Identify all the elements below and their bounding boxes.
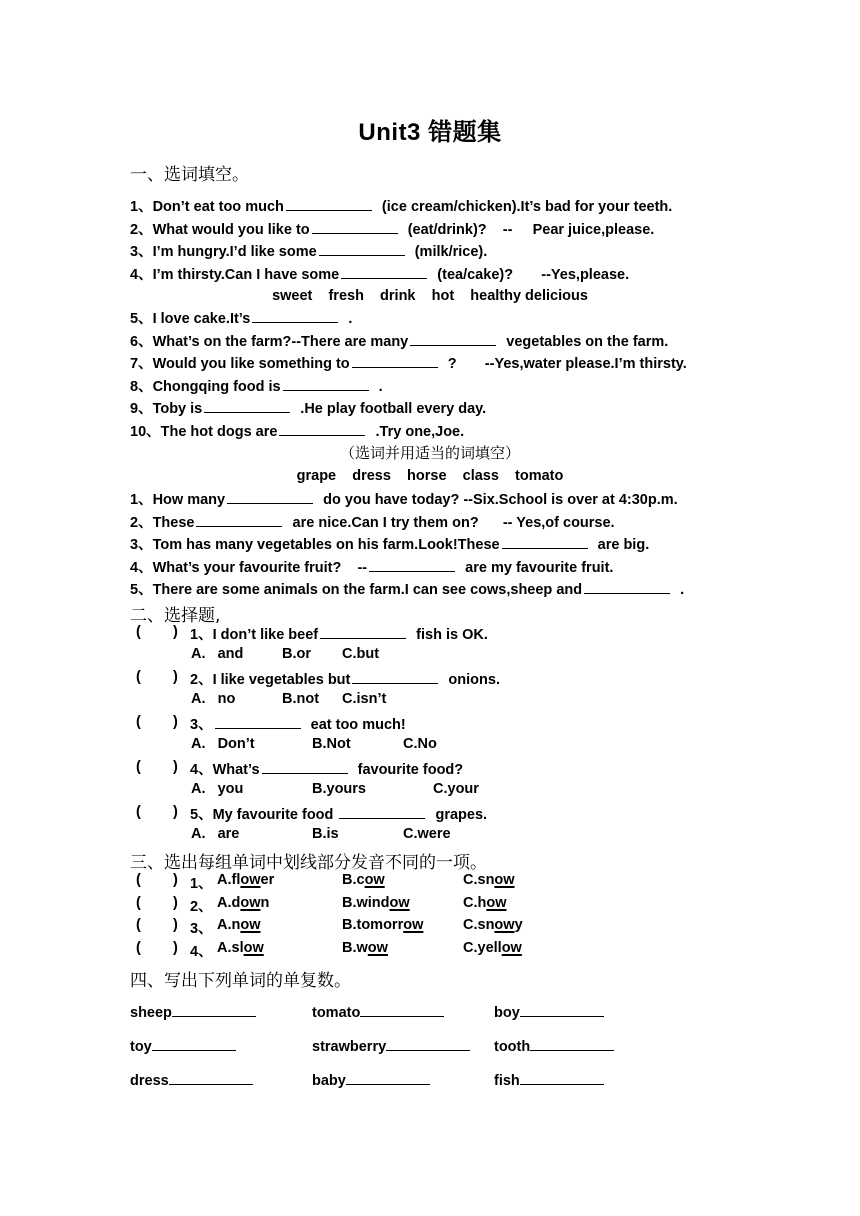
choice-option: C.No: [403, 736, 437, 752]
choice-question: [190, 669, 500, 690]
question-text-tail: (eat/drink)? -- Pear juice,please.: [399, 221, 655, 238]
underlined-letters: ow: [494, 917, 515, 933]
word-item: [494, 1070, 604, 1089]
word-part: A.sl: [217, 939, 244, 956]
pronunciation-option: [217, 872, 274, 888]
pronunciation-option: [463, 895, 507, 911]
word-text: fish: [494, 1073, 520, 1089]
word-item: [312, 1036, 470, 1055]
word-part: y: [514, 917, 523, 933]
answer-blank[interactable]: [283, 376, 369, 391]
choice-question: [190, 759, 463, 780]
wordbank-1: sweet fresh drink hot healthy delicious: [272, 288, 588, 304]
word-text: tomato: [312, 1005, 361, 1021]
word-text: strawberry: [312, 1039, 387, 1055]
answer-blank[interactable]: [520, 1070, 604, 1085]
question-text: 7、Would you like something to: [130, 356, 350, 372]
word-text: dress: [130, 1073, 169, 1089]
answer-blank[interactable]: [169, 1070, 253, 1085]
word-text: baby: [312, 1073, 346, 1089]
underlined-letters: ow: [501, 939, 522, 956]
question-text: 2、I like vegetables but: [190, 672, 351, 688]
choice-option: A. you: [191, 781, 244, 797]
answer-blank[interactable]: [215, 714, 301, 729]
pronunciation-option: [463, 872, 515, 888]
answer-paren[interactable]: ( ): [136, 894, 178, 911]
fill-question: [130, 241, 487, 262]
section2-heading: 二、选择题,: [130, 606, 221, 626]
answer-blank[interactable]: [584, 579, 670, 594]
page-title: Unit3 错题集: [358, 119, 502, 146]
underlined-letters: ow: [367, 939, 388, 956]
word-text: toy: [130, 1039, 152, 1055]
answer-paren[interactable]: ( ): [136, 917, 178, 933]
question-text: 3、I’m hungry.I’d like some: [130, 244, 317, 260]
fill-question: [130, 398, 486, 419]
question-text-tail: .He play football every day.: [292, 401, 487, 417]
answer-blank[interactable]: [172, 1002, 256, 1017]
underlined-letters: ow: [243, 939, 264, 956]
word-part: B.wind: [342, 894, 390, 911]
answer-blank[interactable]: [410, 331, 496, 346]
underlined-letters: ow: [240, 872, 261, 888]
answer-blank[interactable]: [360, 1002, 444, 1017]
question-number: 1、: [190, 876, 213, 892]
choice-option: C.but: [342, 646, 380, 662]
pronunciation-option: [217, 917, 261, 933]
word-part: C.yell: [463, 939, 502, 956]
answer-paren[interactable]: ( ): [136, 759, 178, 775]
question-text: 3、Tom has many vegetables on his farm.Look!These: [130, 537, 500, 553]
word-item: [312, 1070, 430, 1089]
pronunciation-option: [342, 895, 410, 911]
answer-blank[interactable]: [502, 534, 588, 549]
question-text: 5、I love cake.It’s: [130, 311, 251, 327]
question-number: 4、: [190, 943, 213, 960]
answer-blank[interactable]: [320, 624, 406, 639]
answer-blank[interactable]: [369, 557, 455, 572]
question-text-tail: vegetables on the farm.: [498, 333, 669, 350]
question-text: 1、Don’t eat too much: [130, 199, 284, 215]
question-text-tail: onions.: [440, 672, 500, 688]
answer-blank[interactable]: [279, 421, 365, 436]
underlined-letters: ow: [389, 894, 410, 911]
choice-option: C.were: [403, 826, 451, 842]
answer-blank[interactable]: [352, 353, 438, 368]
choice-option: B.is: [312, 826, 339, 842]
answer-blank[interactable]: [319, 241, 405, 256]
fill-question: [130, 534, 649, 555]
underlined-letters: ow: [494, 872, 515, 888]
word-part: B.c: [342, 872, 365, 888]
word-item: [130, 1002, 256, 1021]
question-text-tail: .Try one,Joe.: [367, 423, 465, 440]
question-text-tail: favourite food?: [349, 762, 464, 778]
fill-question: [130, 579, 684, 600]
question-text-tail: are big.: [589, 537, 650, 553]
fill-question: [130, 376, 383, 397]
question-text-tail: eat too much!: [302, 717, 406, 733]
pronunciation-option: [217, 895, 269, 911]
answer-paren[interactable]: ( ): [136, 714, 178, 730]
question-text-tail: (ice cream/chicken).It’s bad for your teeth.: [373, 199, 673, 215]
question-text-tail: fish is OK.: [408, 627, 488, 643]
word-part: A.n: [217, 917, 241, 933]
fill-question: [130, 308, 352, 329]
question-text-tail: are my favourite fruit.: [457, 559, 614, 576]
wordbank-2: grape dress horse class tomato: [296, 468, 564, 484]
pronunciation-option: [463, 917, 523, 933]
question-text: 1、How many: [130, 492, 226, 508]
word-item: [130, 1036, 236, 1055]
underlined-letters: ow: [403, 917, 424, 933]
question-text-tail: .: [340, 311, 353, 327]
underlined-letters: ow: [486, 894, 507, 911]
section4-heading: 四、写出下列单词的单复数。: [130, 971, 351, 991]
word-item: [130, 1070, 253, 1089]
question-text-tail: .: [672, 582, 685, 598]
word-part: C.sn: [463, 872, 495, 888]
question-text-tail: (tea/cake)? --Yes,please.: [429, 266, 630, 283]
answer-blank[interactable]: [530, 1036, 614, 1051]
answer-blank[interactable]: [252, 308, 338, 323]
word-text: tooth: [494, 1039, 531, 1055]
answer-blank[interactable]: [262, 759, 348, 774]
question-text-tail: are nice.Can I try them on? -- Yes,of course.: [284, 514, 615, 531]
underlined-letters: ow: [364, 872, 385, 888]
question-text: 9、Toby is: [130, 401, 203, 417]
word-item: [494, 1002, 604, 1021]
word-text: sheep: [130, 1005, 172, 1021]
answer-paren[interactable]: ( ): [136, 624, 178, 640]
pronunciation-option: [342, 917, 423, 933]
pronunciation-option: [217, 940, 264, 956]
word-part: A.fl: [217, 872, 241, 888]
pronunciation-option: [463, 940, 522, 956]
question-text: 2、What would you like to: [130, 221, 310, 238]
answer-blank[interactable]: [204, 398, 290, 413]
question-text: 8、Chongqing food is: [130, 378, 281, 395]
answer-blank[interactable]: [386, 1036, 470, 1051]
choice-option: B.yours: [312, 781, 366, 797]
fill-question: [130, 196, 672, 217]
question-number: 2、: [190, 898, 213, 915]
choice-option: A. are: [191, 826, 240, 842]
word-part: B.w: [342, 939, 368, 956]
fill-question: [130, 512, 615, 533]
answer-paren[interactable]: ( ): [136, 804, 178, 820]
fill-question: [130, 489, 678, 510]
fill-question: [130, 557, 613, 578]
section3-heading: 三、选出每组单词中划线部分发音不同的一项。: [130, 853, 487, 873]
question-text-tail: do you have today? --Six.School is over at 4:30p.m.: [315, 492, 678, 508]
answer-blank[interactable]: [312, 219, 398, 234]
question-text: 4、I’m thirsty.Can I have some: [130, 266, 340, 283]
question-text-tail: (milk/rice).: [406, 244, 488, 260]
choice-option: A. no: [191, 691, 236, 707]
question-text: 6、What’s on the farm?--There are many: [130, 333, 409, 350]
fill-question: [130, 331, 668, 352]
choice-question: [190, 714, 406, 735]
question-number: 3、: [190, 921, 213, 937]
fill-question: [130, 219, 654, 240]
choice-option: B.or: [282, 646, 311, 662]
underlined-letters: ow: [240, 917, 261, 933]
word-part: C.h: [463, 894, 487, 911]
word-item: [494, 1036, 614, 1055]
word-part: C.sn: [463, 917, 495, 933]
choice-question: [190, 804, 487, 825]
answer-paren[interactable]: ( ): [136, 872, 178, 888]
fill-question: [130, 353, 687, 374]
answer-blank[interactable]: [152, 1036, 236, 1051]
word-part: B.tomorr: [342, 917, 404, 933]
question-text: 10、The hot dogs are: [130, 423, 278, 440]
question-text: 1、I don’t like beef: [190, 627, 319, 643]
pronunciation-option: [342, 872, 385, 888]
word-part: A.d: [217, 894, 241, 911]
choice-option: B.not: [282, 691, 320, 707]
choice-option: A. and: [191, 646, 244, 662]
question-text-tail: ? --Yes,water please.I’m thirsty.: [439, 356, 687, 372]
word-part: n: [260, 894, 270, 911]
word-text: boy: [494, 1005, 520, 1021]
underlined-letters: ow: [240, 894, 261, 911]
word-item: [312, 1002, 444, 1021]
section1-heading: 一、选词填空。: [130, 165, 249, 185]
choice-question: [190, 624, 488, 645]
answer-blank[interactable]: [286, 196, 372, 211]
choice-option: B.Not: [312, 736, 351, 752]
answer-blank[interactable]: [339, 804, 425, 819]
question-text-tail: grapes.: [427, 807, 488, 823]
question-text: 2、These: [130, 514, 195, 531]
answer-blank[interactable]: [520, 1002, 604, 1017]
question-text: 5、My favourite food: [190, 807, 338, 823]
fill-question: [130, 421, 464, 442]
word-part: er: [260, 872, 275, 888]
fill-question: [130, 264, 629, 285]
answer-paren[interactable]: ( ): [136, 669, 178, 685]
question-text: 4、What’s your favourite fruit? --: [130, 559, 368, 576]
question-text: 5、There are some animals on the farm.I can see cows,sheep and: [130, 582, 583, 598]
choice-option: C.isn’t: [342, 691, 387, 707]
answer-blank[interactable]: [227, 489, 313, 504]
question-text-tail: .: [370, 378, 383, 395]
answer-blank[interactable]: [352, 669, 438, 684]
choice-option: C.your: [433, 781, 479, 797]
answer-blank[interactable]: [341, 264, 427, 279]
section1-sub-heading: （选词并用适当的词填空）: [339, 444, 520, 462]
answer-paren[interactable]: ( ): [136, 939, 178, 956]
answer-blank[interactable]: [346, 1070, 430, 1085]
answer-blank[interactable]: [196, 512, 282, 527]
question-text: 4、What’s: [190, 762, 260, 778]
pronunciation-option: [342, 940, 388, 956]
question-text: 3、: [190, 717, 213, 733]
choice-option: A. Don’t: [191, 736, 255, 752]
